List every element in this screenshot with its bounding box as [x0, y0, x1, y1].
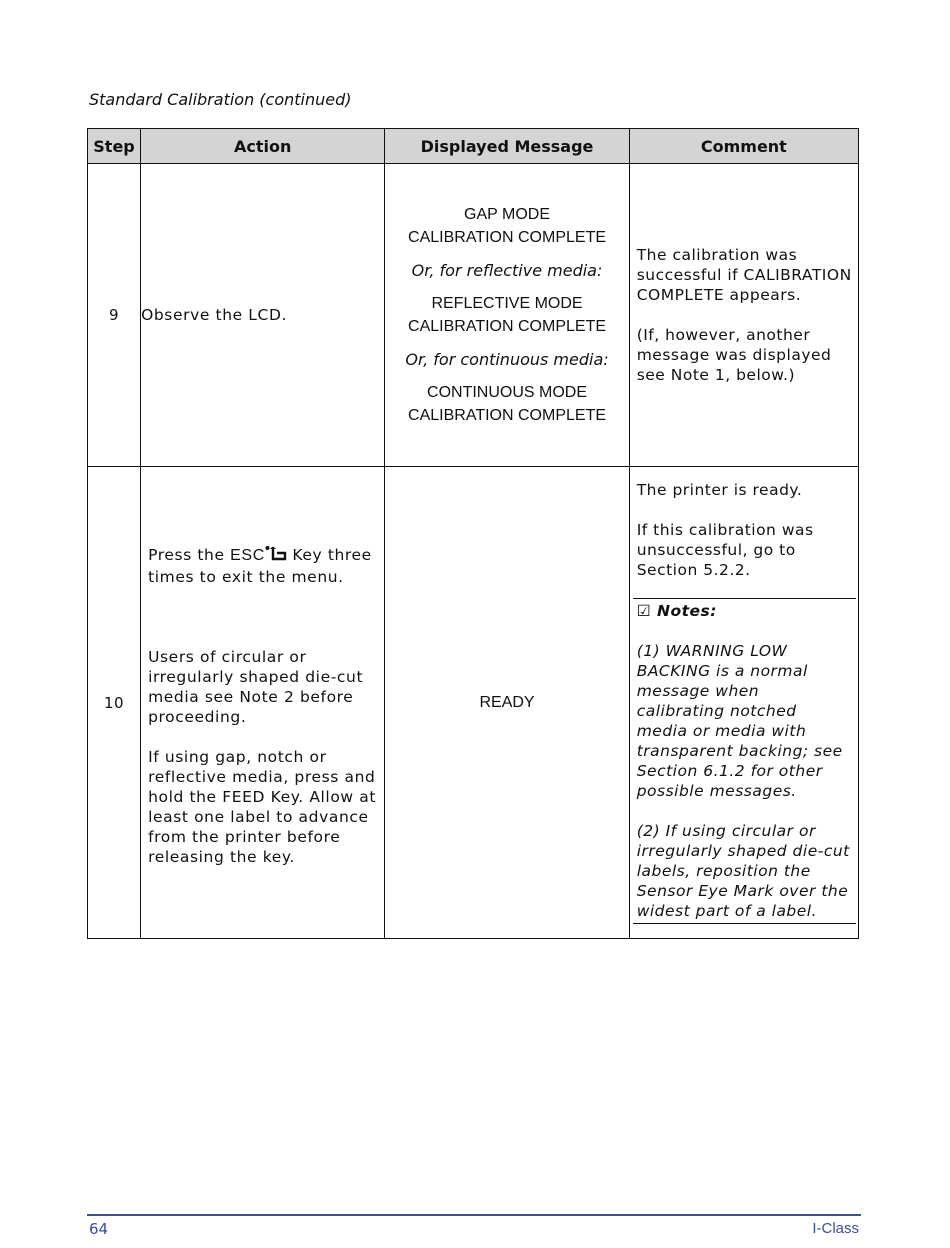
calibration-table — [87, 128, 859, 939]
table-row-step-9 — [88, 164, 859, 467]
notes-divider — [633, 598, 856, 599]
action-cell — [141, 467, 385, 939]
action-text: Users of circular or irregularly shaped die-cut media see Note 2 before proceeding. — [148, 648, 364, 726]
header-action: Action — [141, 129, 385, 164]
message-cell: READY — [385, 467, 629, 939]
comment-text: The printer is ready. — [636, 481, 803, 499]
message-line: REFLECTIVE MODE — [431, 295, 583, 312]
esc-return-icon — [265, 544, 287, 567]
message-condition: Or, for reflective media: — [411, 261, 603, 280]
message-line: CALIBRATION COMPLETE — [408, 318, 607, 335]
message-line: CALIBRATION COMPLETE — [408, 407, 607, 424]
comment-text: If this calibration was unsuccessful, go to Section 5.2.2. — [636, 521, 814, 579]
action-text: If using gap, notch or reflective media, press and hold the FEED Key. Allow at least one label to advance from the printer before releasing the key. — [148, 748, 376, 866]
table-row-step-10 — [88, 467, 859, 939]
comment-cell — [629, 467, 858, 939]
header-message: Displayed Message — [385, 129, 629, 164]
action-press-suffix: Key three times to exit the menu. — [148, 546, 372, 586]
note-text: (1) WARNING LOW BACKING is a normal message when calibrating notched media or media with transparent backing; see Section 6.1.2 for other possible messages. — [636, 642, 843, 800]
footer-rule — [87, 1214, 861, 1216]
notes-heading — [637, 601, 852, 621]
notes-title: Notes: — [657, 602, 717, 620]
header-step: Step — [88, 129, 141, 164]
message-line: CALIBRATION COMPLETE — [408, 229, 607, 246]
notes-end-divider — [633, 923, 856, 924]
product-name: I-Class — [812, 1220, 859, 1237]
comment-text: The calibration was successful if CALIBRATION COMPLETE appears. — [636, 246, 852, 304]
message-line: GAP MODE — [464, 206, 550, 223]
message-condition: Or, for continuous media: — [405, 350, 609, 369]
note-text: (2) If using circular or irregularly shaped die-cut labels, reposition the Sensor Eye Mark over the widest part of a label. — [636, 822, 850, 920]
message-line: CONTINUOUS MODE — [427, 384, 588, 401]
header-comment: Comment — [629, 129, 858, 164]
step-number: 10 — [88, 467, 141, 939]
esc-key-label: ESC — [230, 547, 265, 564]
page-number: 64 — [89, 1220, 109, 1238]
table-caption: Standard Calibration (continued) — [89, 90, 352, 109]
table-header-row — [88, 129, 859, 164]
message-cell — [385, 164, 629, 467]
action-text — [148, 544, 376, 587]
action-cell: Observe the LCD. — [141, 164, 385, 467]
comment-text: (If, however, another message was displayed see Note 1, below.) — [636, 326, 832, 384]
checkbox-icon: ☑ — [636, 602, 652, 620]
action-press-prefix: Press the — [148, 546, 231, 564]
step-number: 9 — [88, 164, 141, 467]
comment-cell — [629, 164, 858, 467]
